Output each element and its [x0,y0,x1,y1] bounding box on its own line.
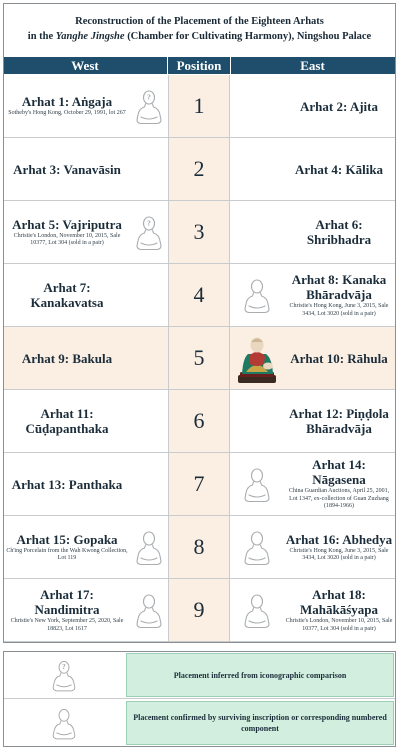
position-number: 7 [168,453,230,515]
east-arhat-name: Arhat 2: Ajita [300,98,378,114]
east-arhat-cell [283,390,395,452]
position-number: 3 [168,201,230,263]
east-arhat-cell [283,75,395,137]
west-arhat-cell [4,516,130,578]
east-arhat-name: Arhat 10: Rāhula [290,350,388,366]
seated-figure-icon [242,526,272,568]
header-position: Position [167,57,231,74]
east-arhat-cell [283,327,395,389]
seated-figure-icon [242,589,272,631]
west-arhat-name: Arhat 15: Gopaka [16,531,118,547]
west-arhat-cell [4,138,130,200]
seated-figure-icon [49,704,79,742]
legend-confirmed-row [4,700,395,746]
svg-text:?: ? [147,218,151,228]
seated-figure-icon [242,274,272,316]
page-title [4,4,395,56]
seated-figure-icon [134,526,164,568]
east-provenance-note: Christie's Hong Kong, June 3, 2015, Sale 3434, Lot 3020 (sold in a pair) [289,547,389,561]
west-provenance-note: Ch'ing Porcelain from the Wah Kwong Collection, Lot 119 [6,547,128,561]
east-icon-cell [231,390,283,452]
table-row [4,516,395,579]
east-arhat-name: Arhat 8: Kanaka Bhāradvāja [291,272,387,302]
west-icon-cell [130,516,168,578]
table-row [4,327,395,390]
west-arhat-cell [4,579,130,641]
east-provenance-note: Christie's Hong Kong, June 3, 2015, Sale 3434, Lot 3020 (sold in a pair) [289,303,389,317]
east-icon-cell [231,327,283,389]
table-row [4,75,395,138]
legend-inferred-label: Placement inferred from iconographic comparison [126,653,394,697]
legend-divider [4,698,395,699]
position-number: 5 [168,327,230,389]
east-arhat-name: Arhat 4: Kālika [294,161,384,177]
east-arhat-name: Arhat 14: Nāgasena [312,457,366,488]
table-row [4,390,395,453]
east-icon-cell [231,264,283,326]
east-icon-cell [231,201,283,263]
seated-figure-icon [134,589,164,631]
east-arhat-cell [283,264,395,326]
header-west: West [71,58,99,73]
west-icon-cell [130,138,168,200]
seated-figure-icon [242,463,272,505]
table-row [4,264,395,327]
west-arhat-cell [4,390,130,452]
seated-figure-question-icon [49,656,79,694]
west-icon-cell [130,75,168,137]
table-row [4,453,395,516]
west-icon-cell [130,453,168,515]
west-arhat-name: Arhat 3: Vanavāsin [13,161,121,177]
west-arhat-name: Arhat 13: Panthaka [11,476,123,492]
east-icon-cell [231,453,283,515]
east-icon-cell [231,75,283,137]
east-icon-cell [231,579,283,641]
west-arhat-name: Arhat 7: Kanakavatsa [30,280,104,310]
east-icon-cell [231,516,283,578]
table-row [4,579,395,642]
svg-text:?: ? [147,92,151,102]
west-arhat-name: Arhat 17: Nandimitra [34,587,100,617]
east-arhat-name: Arhat 18: Mahākāśyapa [299,587,379,617]
west-icon-cell [130,390,168,452]
legend-confirmed-icon-cell [4,700,124,746]
legend-confirmed-label: Placement confirmed by surviving inscription or corresponding numbered component [126,701,394,745]
west-icon-cell [130,201,168,263]
west-arhat-name: Arhat 1: Aṅgaja [21,94,113,110]
svg-text:?: ? [62,664,66,672]
position-number: 6 [168,390,230,452]
table-row [4,201,395,264]
west-arhat-name: Arhat 5: Vajriputra [12,216,122,232]
east-arhat-cell [283,579,395,641]
west-arhat-cell [4,75,130,137]
east-icon-cell [231,138,283,200]
east-arhat-cell [283,201,395,263]
west-arhat-name: Arhat 11: Cūḍapanthaka [25,406,109,436]
west-arhat-cell [4,327,130,389]
east-provenance-note: Christie's London, November 10, 2015, Sale 10377, Lot 304 (sold in a pair) [285,618,393,632]
west-arhat-name: Arhat 9: Bakula [21,350,113,366]
east-arhat-cell [283,138,395,200]
west-provenance-note: Christie's New York, September 25, 2020, Sale 18823, Lot 1617 [10,618,124,632]
east-arhat-name: Arhat 6: Shribhadra [306,217,372,247]
position-number: 8 [168,516,230,578]
seated-figure-question-icon [134,211,164,253]
legend-inferred-row [4,652,395,698]
east-arhat-name: Arhat 16: Abhedya [285,531,393,547]
seated-figure-question-icon [134,85,164,127]
table-header [4,57,395,74]
title-line-2: in the Yanghe Jingshe (Chamber for Cultivating Harmony), Ningshou Palace [27,31,372,42]
position-number: 1 [168,75,230,137]
east-arhat-cell [283,453,395,515]
title-line-1: Reconstruction of the Placement of the Eighteen Arhats [75,16,324,27]
west-icon-cell [130,579,168,641]
west-provenance-note: Sotheby's Hong Kong, October 29, 1991, lot 267 [8,110,126,117]
west-icon-cell [130,264,168,326]
position-number: 2 [168,138,230,200]
arhat-sculpture-photo [234,330,280,386]
header-east: East [300,58,325,73]
west-provenance-note: Christie's London, November 10, 2015, Sale 10377, Lot 304 (sold in a pair) [13,232,121,246]
west-icon-cell [130,327,168,389]
west-arhat-cell [4,201,130,263]
east-arhat-cell [283,516,395,578]
table-row [4,138,395,201]
west-arhat-cell [4,264,130,326]
east-provenance-note: China Guardian Auctions, April 25, 2001, Lot 1347, ex-collection of Guan Zuzhang (1894-1966) [288,488,390,510]
east-arhat-name: Arhat 12: Piṇḍola Bhāradvāja [289,406,389,436]
legend-inferred-icon-cell [4,652,124,698]
position-number: 9 [168,579,230,641]
position-number: 4 [168,264,230,326]
west-arhat-cell [4,453,130,515]
